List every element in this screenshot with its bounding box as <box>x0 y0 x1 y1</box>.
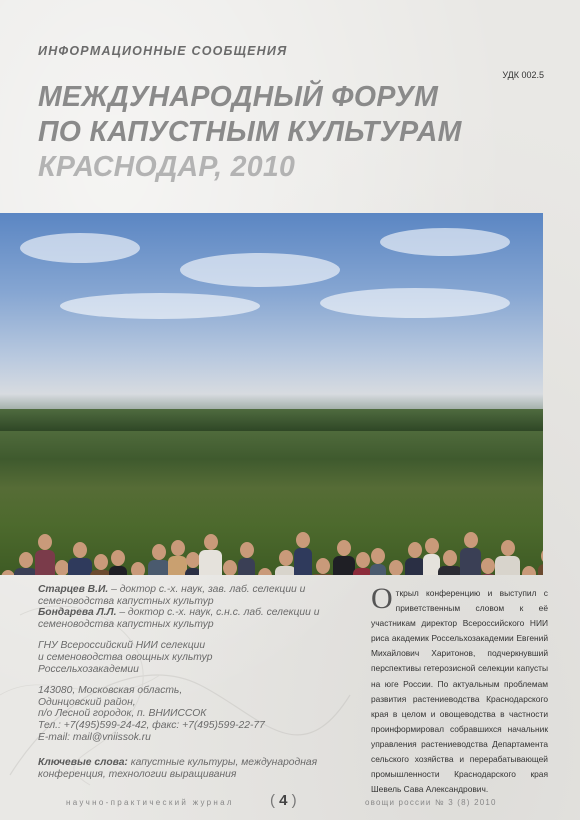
tree-line <box>0 409 543 431</box>
page-footer <box>0 790 580 814</box>
person-silhouette <box>220 560 240 575</box>
person-silhouette <box>275 550 296 575</box>
group-photo <box>0 213 543 575</box>
person-silhouette <box>253 568 277 575</box>
person-silhouette <box>518 566 540 575</box>
person-silhouette <box>68 542 92 575</box>
cloud <box>60 293 260 319</box>
org-line-2: и семеноводства овощных культур <box>38 651 213 663</box>
udc-code: УДК 002.5 <box>502 70 544 80</box>
person-silhouette <box>310 558 335 575</box>
article-body <box>371 582 548 797</box>
person-silhouette <box>148 544 170 575</box>
keywords: капустные культуры, международная конференция, технологии выращивания <box>38 757 318 780</box>
email: E-mail: mail@vniissok.ru <box>38 731 151 743</box>
title-line-1: МЕЖДУНАРОДНЫЙ ФОРУМ <box>38 81 439 113</box>
cloud <box>20 233 140 263</box>
author2-name: Бондарева Л.Л. <box>38 607 117 619</box>
person-silhouette <box>405 542 425 575</box>
crowd-of-people <box>0 531 543 575</box>
person-silhouette <box>35 534 55 575</box>
org-line-1: ГНУ Всероссийский НИИ селекции <box>38 640 206 652</box>
address-line-1: 143080, Московская область, <box>38 685 183 697</box>
person-silhouette <box>495 540 520 575</box>
author1-role: – доктор с.-х. наук, зав. лаб. селекции и семеноводства капустных культур <box>38 584 306 607</box>
author-info <box>38 584 368 780</box>
person-silhouette <box>199 534 222 575</box>
title-line-2: ПО КАПУСТНЫМ КУЛЬТУРАМ <box>38 116 462 148</box>
person-silhouette <box>438 550 462 575</box>
person-silhouette <box>90 554 111 575</box>
author1-name: Старцев В.И. <box>38 584 109 595</box>
address-line-3: п/о Лесной городок, п. ВНИИССОК <box>38 708 207 720</box>
drop-cap: О <box>371 582 393 615</box>
section-label: ИНФОРМАЦИОННЫЕ СООБЩЕНИЯ <box>38 44 288 58</box>
title-line-3: КРАСНОДАР, 2010 <box>38 151 296 183</box>
cloud <box>180 253 340 287</box>
person-silhouette <box>333 540 355 575</box>
journal-name: научно-практический журнал <box>66 798 234 807</box>
person-silhouette <box>14 552 37 575</box>
issue-info: овощи россии № 3 (8) 2010 <box>365 798 497 807</box>
article-title <box>38 80 548 185</box>
person-silhouette <box>125 562 150 575</box>
page-number-value: 4 <box>279 792 288 809</box>
person-silhouette <box>538 548 543 575</box>
article-paragraph: ткрыл конференцию и выступил с приветственным словом к её участникам директор Всероссийского НИИ риса академик Россельхозакадемии Евгений Михайлович Харитонов, подчеркнувший перспективы гетерозисной селекции капусты на юге России. По актуальным проблемам развития растениеводства Краснодарского края в целом и овощеводства в частности проинформировал собравшихся начальник управления растениеводства Департамента сельского хозяйства и перерабатывающей промышленности Краснодарского края Шевель Сава Александрович. <box>371 588 548 795</box>
author2-role: – доктор с.-х. наук, с.н.с. лаб. селекции и семеноводства капустных культур <box>38 607 320 630</box>
phone-fax: Тел.: +7(495)599-24-42, факс: +7(495)599-22-77 <box>38 719 265 731</box>
org-line-3: Россельхозакадемии <box>38 663 139 675</box>
person-silhouette <box>460 532 481 575</box>
person-silhouette <box>384 560 407 575</box>
page-number: ( 4 ) <box>270 792 297 809</box>
cloud <box>380 228 510 256</box>
keywords-label: Ключевые слова: <box>38 757 128 769</box>
address-line-2: Одинцовский район, <box>38 696 136 708</box>
cloud <box>320 288 510 318</box>
